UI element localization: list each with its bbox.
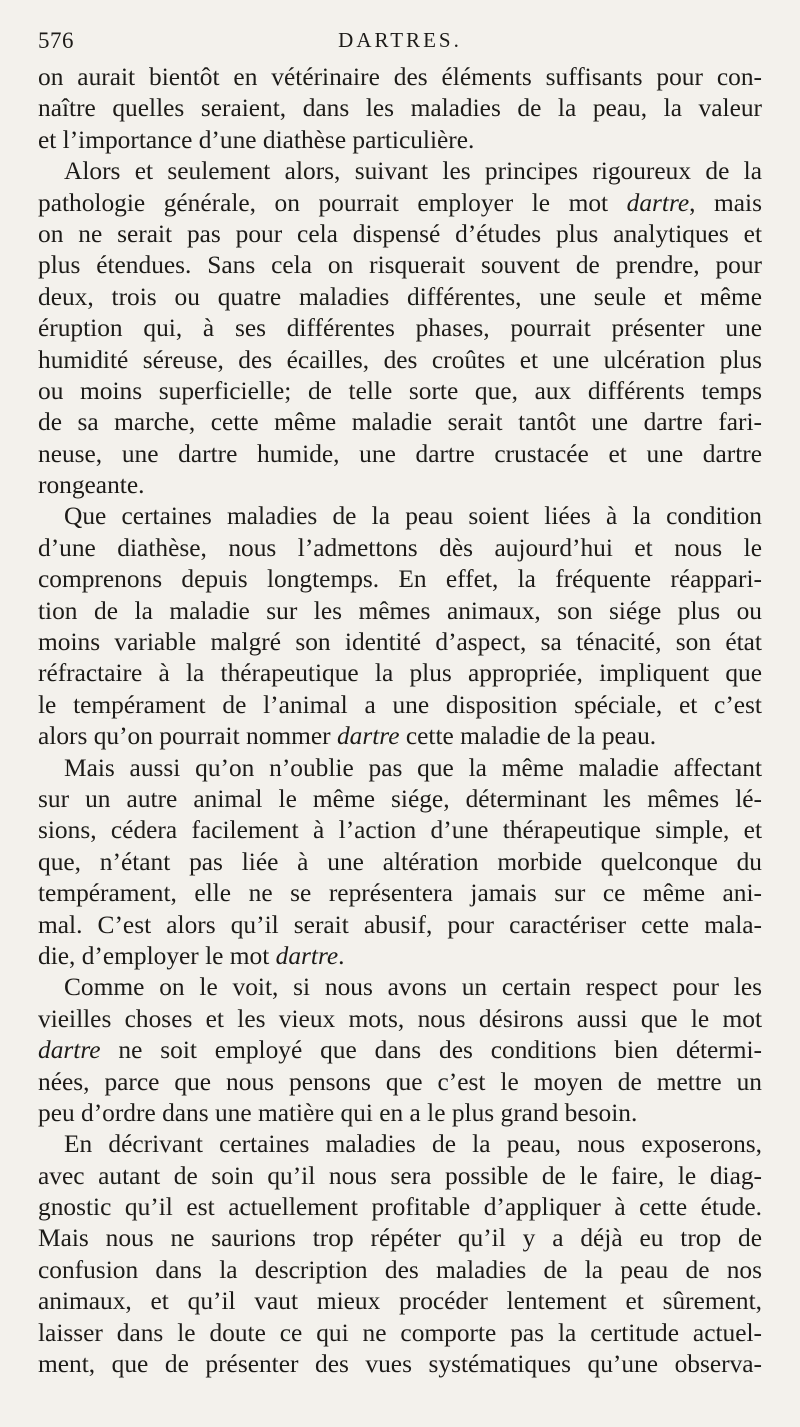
text-line [38,878,762,909]
text-run: que, n’étant pas liée à une altération morbide quelconque du [38,847,762,876]
text-line [38,407,762,438]
text-run: Alors et seulement alors, suivant les principes rigoureux de la [64,157,762,186]
body-text [38,62,762,1380]
text-run: Mais aussi qu’on n’oublie pas que la même maladie affectant [64,753,762,782]
text-run: Que certaines maladies de la peau soient liées à la condition [64,502,762,531]
paragraph [38,62,762,156]
text-run: pathologie générale, on pourrait employer le mot [38,188,627,217]
text-run: neuse, une dartre humide, une dartre crustacée et une dartre [38,439,762,468]
text-run: . [338,941,345,970]
text-line [38,1286,762,1317]
text-line [38,784,762,815]
text-line [38,62,762,93]
text-line [38,501,762,532]
text-run: réfractaire à la thérapeutique la plus appropriée, impliquent que [38,659,762,688]
text-run: confusion dans la description des maladies de la peau de nos [38,1255,762,1284]
paragraph [38,753,762,973]
text-run: moins variable malgré son identité d’aspect, sa ténacité, son état [38,628,762,657]
paragraph [38,972,762,1129]
text-line [38,250,762,281]
text-line [38,721,762,752]
text-run: Mais nous ne saurions trop répéter qu’il y a déjà eu trop de [38,1224,762,1253]
running-head [38,18,762,62]
text-line [38,376,762,407]
text-run: ou moins superficielle; de telle sorte que, aux différents temps [38,376,762,405]
text-line [38,596,762,627]
text-line [38,125,762,156]
text-line [38,1035,762,1066]
text-run: plus étendues. Sans cela on risquerait souvent de prendre, pour [38,251,762,280]
paragraph [38,156,762,501]
text-line [38,1318,762,1349]
text-line [38,1067,762,1098]
text-run: sur un autre animal le même siége, déterminant les mêmes lé- [38,784,762,813]
text-run: tempérament, elle ne se représentera jamais sur ce même ani- [38,879,762,908]
text-run: gnostic qu’il est actuellement profitable d’appliquer à cette étude. [38,1193,762,1222]
text-line [38,1004,762,1035]
text-run: d’une diathèse, nous l’admettons dès aujourd’hui et nous le [38,533,762,562]
text-run: , mais [689,188,762,217]
text-line [38,1192,762,1223]
text-run: humidité séreuse, des écailles, des croûtes et une ulcération plus [38,345,762,374]
text-run: En décrivant certaines maladies de la peau, nous exposerons, [64,1130,762,1159]
text-line [38,815,762,846]
text-run: on ne serait pas pour cela dispensé d’études plus analytiques et [38,219,762,248]
text-line [38,1349,762,1380]
text-line [38,1161,762,1192]
text-run: tion de la maladie sur les mêmes animaux, son siége plus ou [38,596,762,625]
text-line [38,188,762,219]
text-line [38,564,762,595]
text-run: laisser dans le doute ce qui ne comporte pas la certitude actuel- [38,1318,762,1347]
text-line [38,533,762,564]
text-run: cette maladie de la peau. [399,722,657,751]
running-title: DARTRES. [338,28,462,52]
text-line [38,847,762,878]
paragraph [38,1129,762,1380]
text-run: Comme on le voit, si nous avons un certain respect pour les [64,973,762,1002]
text-run: naître quelles seraient, dans les maladies de la peau, la valeur [38,94,762,123]
text-line [38,439,762,470]
italic-term: dartre [336,722,400,751]
italic-term: dartre [38,1036,101,1065]
text-run: mal. C’est alors qu’il serait abusif, pour caractériser cette mala- [38,910,762,939]
italic-term: dartre [275,941,339,970]
text-line [38,470,762,501]
text-run: avec autant de soin qu’il nous sera possible de le faire, le diag- [38,1161,762,1190]
text-run: comprenons depuis longtemps. En effet, la fréquente réappari- [38,565,762,594]
text-run: die, d’employer le mot [38,941,276,970]
text-line [38,1223,762,1254]
text-run: de sa marche, cette même maladie serait tantôt une dartre fari- [38,408,762,437]
text-run: et l’importance d’une diathèse particulière. [38,125,475,154]
text-run: on aurait bientôt en vétérinaire des éléments suffisants pour con- [38,63,762,91]
text-line [38,753,762,784]
text-line [38,658,762,689]
text-line [38,1255,762,1286]
text-line [38,345,762,376]
text-run: sions, cédera facilement à l’action d’une thérapeutique simple, et [38,816,762,845]
page-number: 576 [38,28,74,53]
text-line [38,1129,762,1160]
text-line [38,690,762,721]
text-run: ne soit employé que dans des conditions bien détermi- [100,1036,762,1065]
text-run: rongeante. [38,471,145,500]
text-line [38,313,762,344]
text-line [38,282,762,313]
text-line [38,941,762,972]
text-run: deux, trois ou quatre maladies différentes, une seule et même [38,282,762,311]
text-run: alors qu’on pourrait nommer [38,722,337,751]
text-run: peu d’ordre dans une matière qui en a le plus grand besoin. [38,1098,638,1127]
paragraph [38,501,762,752]
text-run: animaux, et qu’il vaut mieux procéder lentement et sûrement, [38,1287,762,1316]
text-run: le tempérament de l’animal a une disposition spéciale, et c’est [38,690,762,719]
text-run: vieilles choses et les vieux mots, nous désirons aussi que le mot [38,1004,762,1033]
text-run: éruption qui, à ses différentes phases, pourrait présenter une [38,314,762,343]
text-run: ment, que de présenter des vues systématiques qu’une observa- [38,1350,762,1379]
text-run: nées, parce que nous pensons que c’est le moyen de mettre un [38,1067,762,1096]
text-line [38,627,762,658]
text-line [38,156,762,187]
italic-term: dartre [626,188,690,217]
text-line [38,1098,762,1129]
text-line [38,910,762,941]
text-line [38,219,762,250]
text-line [38,972,762,1003]
text-line [38,93,762,124]
